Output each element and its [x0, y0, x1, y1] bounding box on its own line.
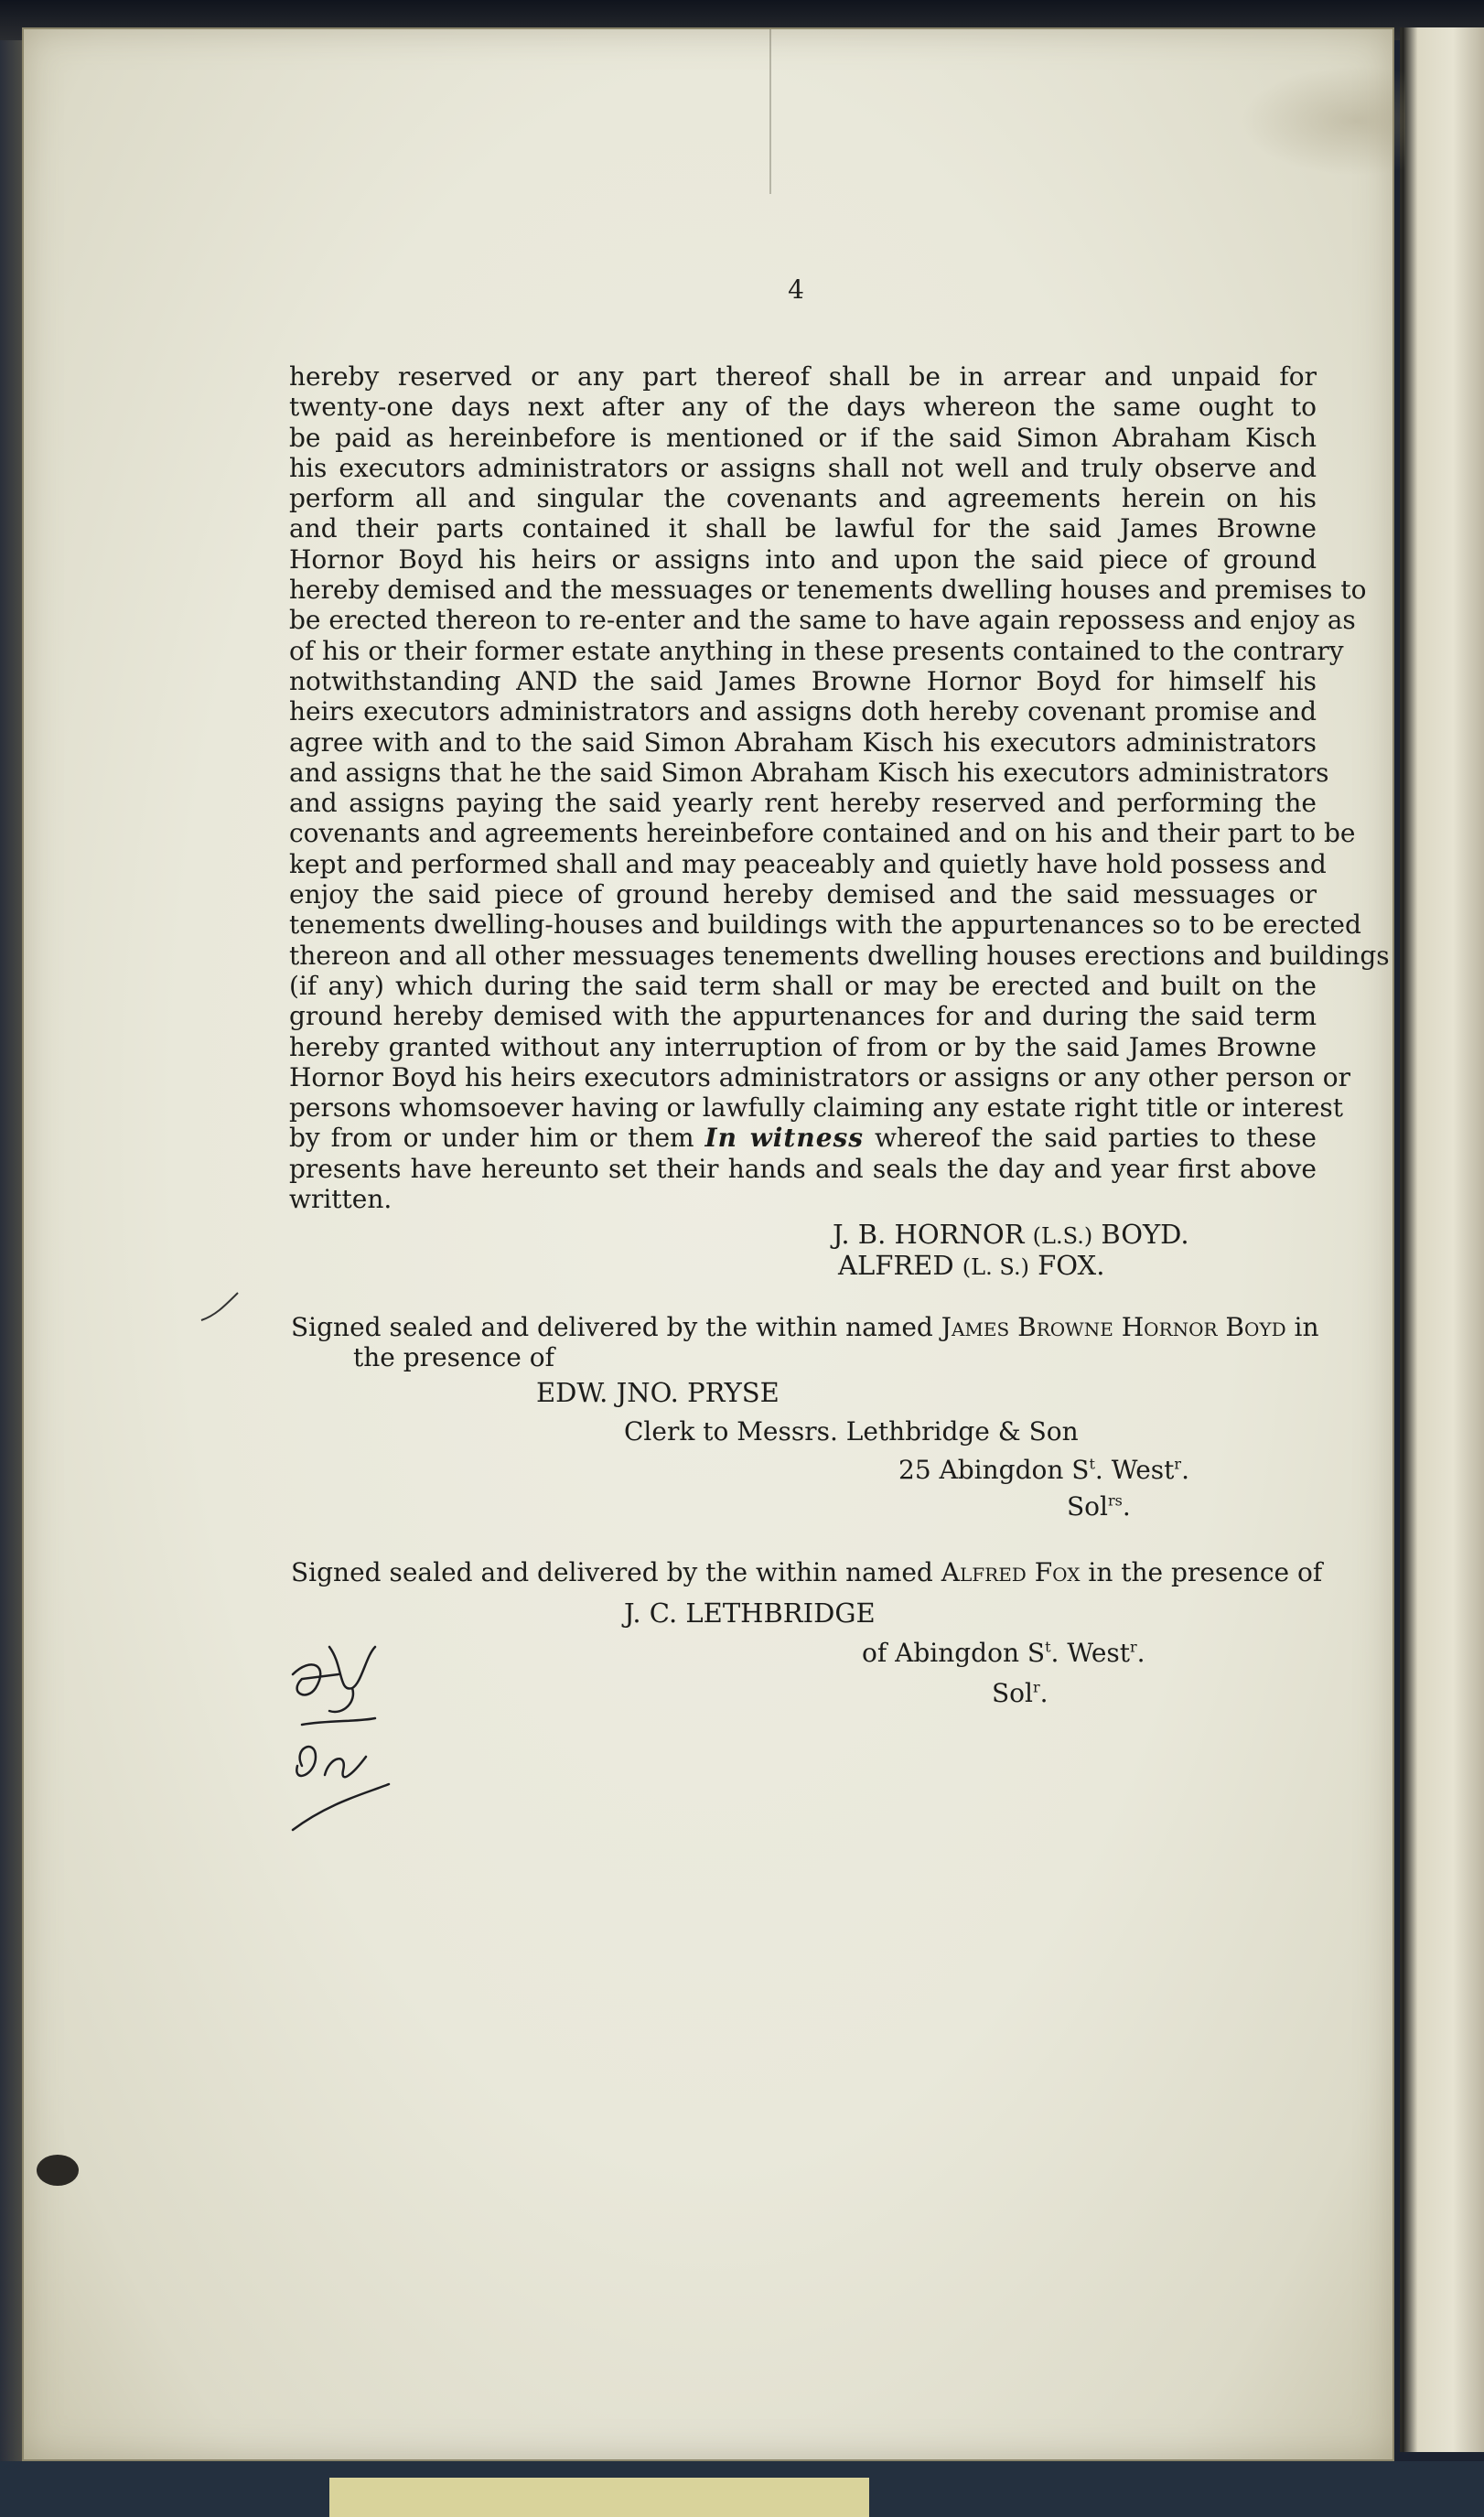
sol-superscript: rs — [1108, 1491, 1123, 1510]
party-name: James Browne Hornor Boyd — [941, 1312, 1286, 1342]
sol-superscript: r — [1033, 1678, 1040, 1696]
address-superscript: t — [1089, 1455, 1095, 1473]
attestation-fox-line1 — [291, 1557, 1322, 1587]
attestation-after: in the presence of — [1088, 1557, 1323, 1587]
text-line: his executors administrators or assigns shall not well and truly observe and — [289, 452, 1317, 483]
witness-pryse-address — [898, 1455, 1189, 1485]
signature-name: ALFRED — [838, 1250, 954, 1281]
address-text: . West — [1094, 1455, 1175, 1485]
text-line: enjoy the said piece of ground hereby demised and the said messuages or — [289, 879, 1317, 910]
text-line: Hornor Boyd his heirs executors administrators or assigns or any other person or — [289, 1061, 1350, 1092]
text-line: and assigns that he the said Simon Abraham Kisch his executors administrators — [289, 757, 1329, 788]
attestation-boyd-line2: the presence of — [353, 1342, 554, 1372]
bottom-paper-tab — [329, 2478, 869, 2517]
text-line: ground hereby demised with the appurtenances for and during the said term — [289, 1001, 1317, 1032]
text-line: covenants and agreements hereinbefore contained and on his and their part to be — [289, 818, 1356, 849]
witness-lethbridge: J. C. LETHBRIDGE — [624, 1597, 876, 1629]
text-line: persons whomsoever having or lawfully claiming any estate right title or interest — [289, 1092, 1343, 1124]
text-line: (if any) which during the said term shall or may be erected and built on the — [289, 970, 1317, 1001]
text-line: hereby granted without any interruption of from or by the said James Browne — [289, 1031, 1317, 1062]
signature-fox — [838, 1250, 1104, 1281]
text-line: notwithstanding AND the said James Browne Hornor Boyd for himself his — [289, 665, 1317, 696]
ink-stain — [37, 2155, 79, 2186]
signature-name: FOX. — [1038, 1250, 1105, 1281]
text-line: hereby reserved or any part thereof shall be in arrear and unpaid for — [289, 361, 1317, 392]
sol-text: Sol — [1067, 1491, 1108, 1522]
text-line: presents have hereunto set their hands and seals the day and year first above — [289, 1153, 1317, 1184]
witness-pryse-sol — [1067, 1491, 1131, 1522]
attestation-after: in — [1294, 1312, 1319, 1342]
text-line: of his or their former estate anything in these presents contained to the contrary — [289, 635, 1344, 666]
sol-text: . — [1122, 1491, 1131, 1522]
text-line: hereby demised and the messuages or tenements dwelling houses and premises to — [289, 575, 1367, 606]
address-superscript: t — [1045, 1638, 1051, 1656]
pencil-tick-mark — [197, 1288, 242, 1325]
adjacent-page-edge — [1400, 27, 1484, 2452]
deed-body-text — [289, 361, 1390, 1215]
signature-name: BOYD. — [1101, 1219, 1189, 1250]
signature-name: J. B. HORNOR — [833, 1219, 1025, 1250]
witness-lethbridge-address — [862, 1638, 1145, 1668]
text-line: heirs executors administrators and assigns doth hereby covenant promise and — [289, 696, 1317, 727]
seal-mark: (L.S.) — [1032, 1223, 1093, 1249]
text-line: and assigns paying the said yearly rent hereby reserved and performing the — [289, 788, 1317, 819]
sol-text: . — [1039, 1678, 1048, 1708]
text-line: Hornor Boyd his heirs or assigns into and upon the said piece of ground — [289, 543, 1317, 575]
text-line: be paid as hereinbefore is mentioned or if the said Simon Abraham Kisch — [289, 422, 1317, 453]
address-text: of Abingdon S — [862, 1638, 1046, 1668]
text-line: perform all and singular the covenants and agreements herein on his — [289, 483, 1317, 514]
text-line: twenty-one days next after any of the days whereon the same ought to — [289, 392, 1317, 423]
text-line: be erected thereon to re-enter and the same to have again repossess and enjoy as — [289, 605, 1356, 636]
address-text: 25 Abingdon S — [898, 1455, 1090, 1485]
seal-mark: (L. S.) — [962, 1254, 1029, 1280]
page-number: 4 — [788, 274, 804, 305]
attestation-intro: Signed sealed and delivered by the within named — [291, 1557, 933, 1587]
text-line: agree with and to the said Simon Abraham Kisch his executors administrators — [289, 726, 1317, 758]
text-line: written. — [289, 1184, 393, 1215]
text-line: tenements dwelling-houses and buildings with the appurtenances so to be erected — [289, 909, 1361, 941]
witness-pryse: EDW. JNO. PRYSE — [536, 1377, 780, 1408]
sol-text: Sol — [992, 1678, 1033, 1708]
in-witness-blackletter: In witness — [704, 1123, 865, 1154]
address-superscript: r — [1130, 1638, 1137, 1656]
witness-after: whereof the said parties to these — [874, 1123, 1317, 1154]
attestation-boyd-line1 — [291, 1312, 1319, 1342]
party-name: Alfred Fox — [941, 1557, 1081, 1587]
address-text: . — [1181, 1455, 1189, 1485]
address-text: . — [1136, 1638, 1145, 1668]
page-fold — [769, 29, 771, 194]
text-line: thereon and all other messuages tenements dwelling houses erections and buildings — [289, 940, 1390, 971]
handwritten-initials — [274, 1638, 403, 1857]
witness-clause-line — [289, 1123, 1317, 1153]
witness-before: by from or under him or them — [289, 1123, 694, 1154]
address-superscript: r — [1174, 1455, 1182, 1473]
page-corner-crease — [1241, 66, 1405, 176]
text-line: kept and performed shall and may peaceably and quietly have hold possess and — [289, 848, 1327, 879]
witness-pryse-role: Clerk to Messrs. Lethbridge & Son — [624, 1416, 1079, 1447]
signature-boyd — [833, 1219, 1189, 1250]
deed-paragraph — [289, 361, 1390, 1215]
text-line: and their parts contained it shall be lawful for the said James Browne — [289, 513, 1317, 544]
attestation-intro: Signed sealed and delivered by the within named — [291, 1312, 933, 1342]
witness-lethbridge-sol — [992, 1678, 1048, 1708]
address-text: . West — [1050, 1638, 1131, 1668]
